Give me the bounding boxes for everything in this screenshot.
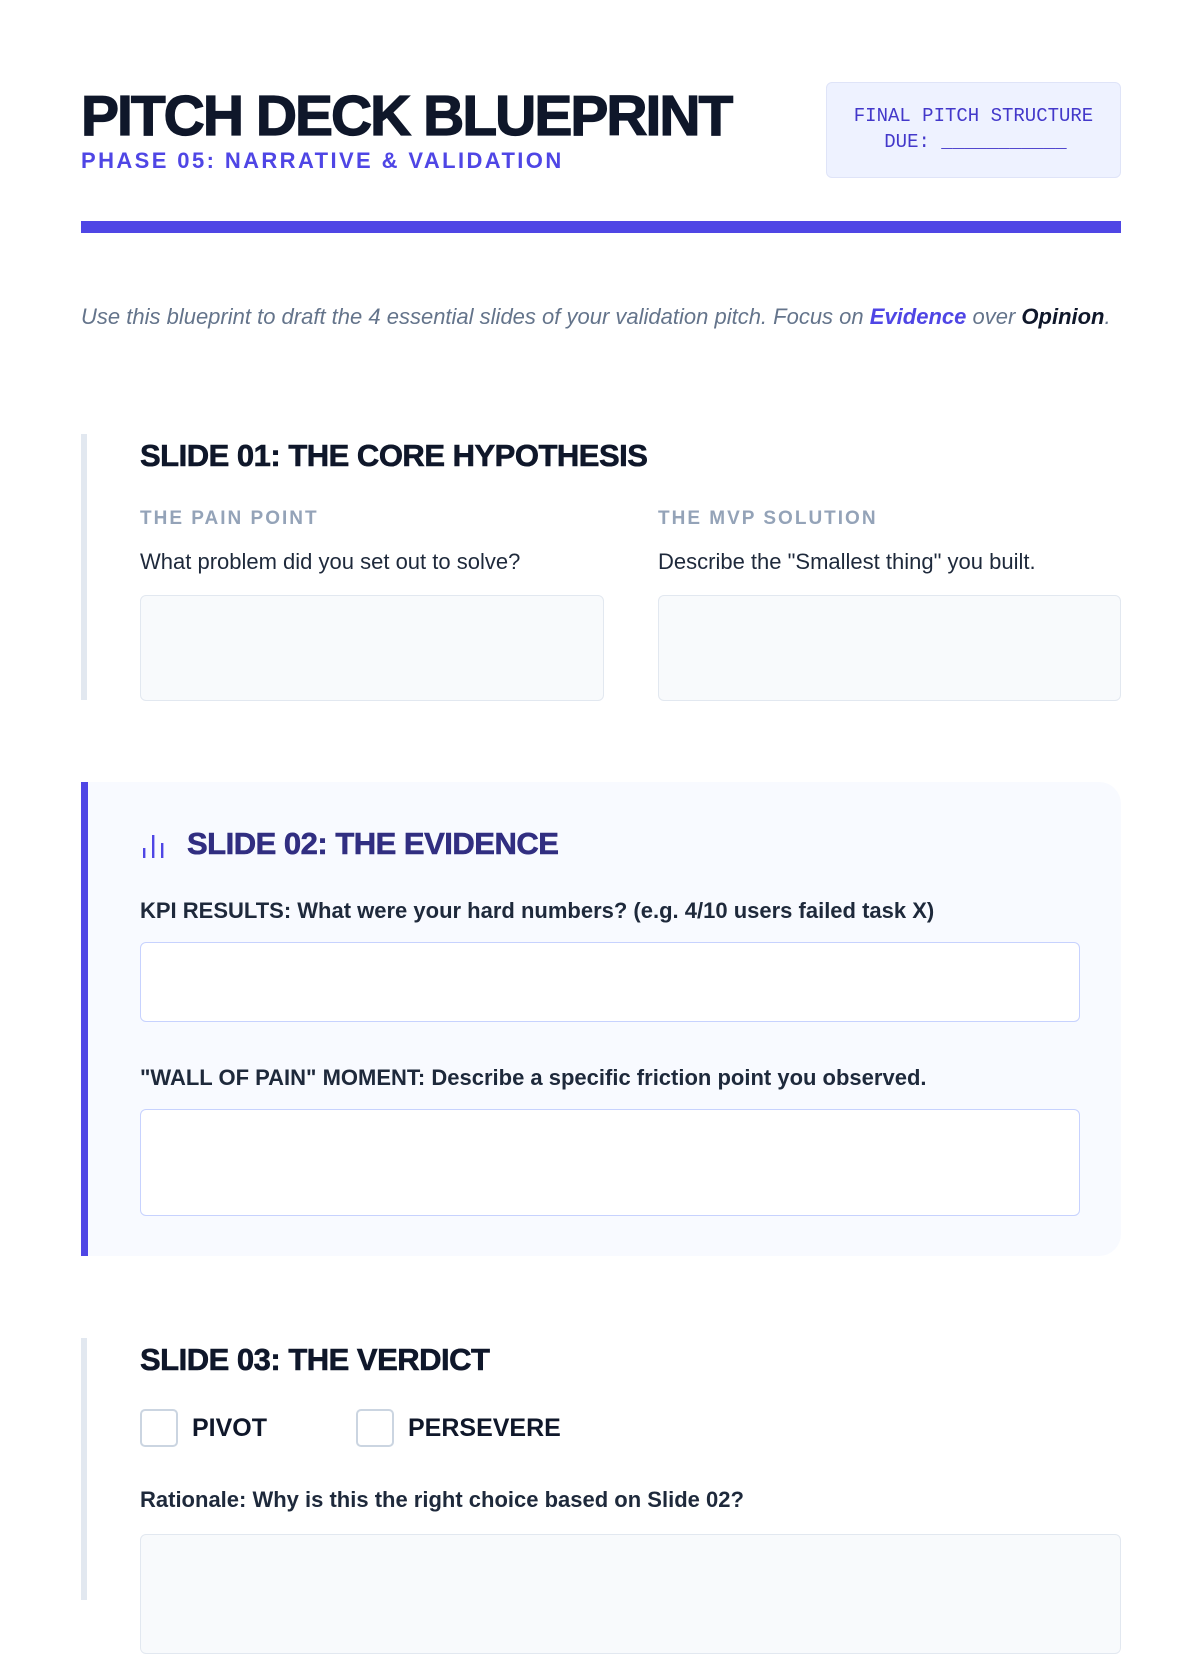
intro-evidence: Evidence <box>869 304 967 329</box>
mvp-solution-input[interactable] <box>658 595 1121 701</box>
mvp-solution-prompt: Describe the "Smallest thing" you built. <box>658 549 1036 574</box>
pivot-label: PIVOT <box>192 1413 268 1442</box>
slide-02-title: SLIDE 02: THE EVIDENCE <box>187 826 559 861</box>
bar-chart-icon <box>140 832 168 860</box>
slide-02-section <box>81 782 1121 1256</box>
intro-text-start: Use this blueprint to draft the 4 essential slides of your validation pitch. Focus on <box>81 304 870 329</box>
persevere-option[interactable] <box>356 1409 561 1447</box>
pain-point-prompt: What problem did you set out to solve? <box>140 549 521 574</box>
rationale-prompt: Rationale: Why is this the right choice based on Slide 02? <box>140 1487 744 1512</box>
pivot-checkbox[interactable] <box>140 1409 178 1447</box>
slide-01-title: SLIDE 01: THE CORE HYPOTHESIS <box>140 438 648 473</box>
kpi-results-input[interactable] <box>140 942 1080 1022</box>
due-date-box <box>826 82 1121 178</box>
rationale-input[interactable] <box>140 1534 1121 1654</box>
intro-opinion: Opinion <box>1021 304 1105 329</box>
due-date-field: DUE: ___________ <box>884 131 1067 153</box>
mvp-solution-label: THE MVP SOLUTION <box>658 508 878 529</box>
intro-text-middle: over <box>966 304 1022 329</box>
slide-03-title: SLIDE 03: THE VERDICT <box>140 1342 490 1377</box>
section-accent-bar <box>81 782 88 1256</box>
persevere-label: PERSEVERE <box>408 1413 561 1442</box>
wall-of-pain-prompt: "WALL OF PAIN" MOMENT: Describe a specific friction point you observed. <box>140 1065 927 1090</box>
pain-point-input[interactable] <box>140 595 604 701</box>
pain-point-label: THE PAIN POINT <box>140 508 319 529</box>
page-subtitle: PHASE 05: NARRATIVE & VALIDATION <box>81 148 564 173</box>
slide-03-section <box>81 1338 1121 1600</box>
persevere-checkbox[interactable] <box>356 1409 394 1447</box>
intro-text-end: . <box>1104 304 1111 329</box>
section-accent-bar <box>81 1338 87 1600</box>
slide-01-section <box>81 434 1121 700</box>
section-accent-bar <box>81 434 87 700</box>
due-box-heading: FINAL PITCH STRUCTURE <box>853 105 1094 127</box>
page-title: PITCH DECK BLUEPRINT <box>81 84 732 148</box>
intro-text <box>81 300 1121 334</box>
pivot-option[interactable] <box>140 1409 267 1447</box>
header-divider <box>81 221 1121 233</box>
header <box>81 82 1121 182</box>
wall-of-pain-input[interactable] <box>140 1109 1080 1216</box>
kpi-results-prompt: KPI RESULTS: What were your hard numbers? (e.g. 4/10 users failed task X) <box>140 898 935 923</box>
